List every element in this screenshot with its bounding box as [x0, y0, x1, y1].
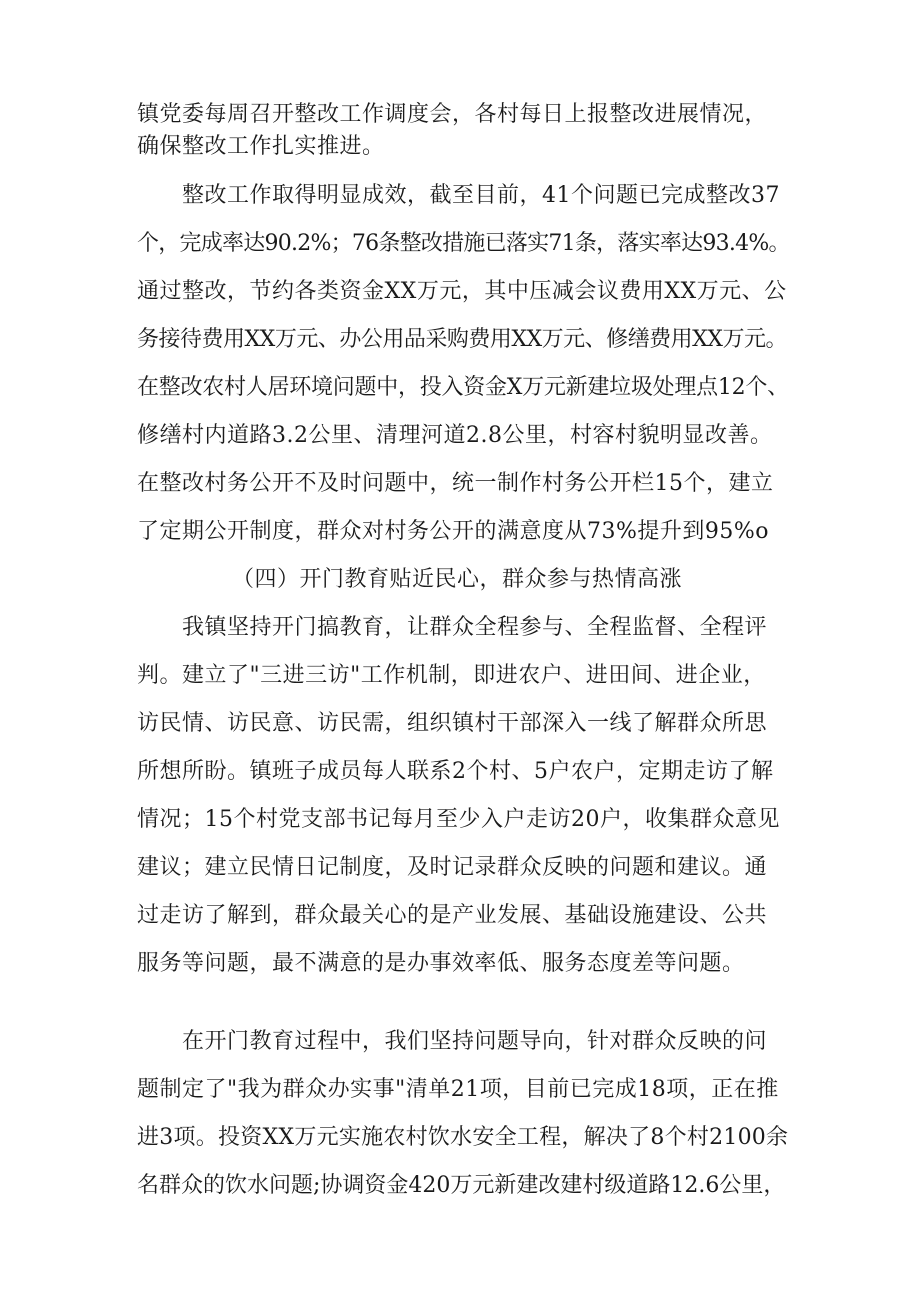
- text-line: 整改工作取得明显成效，截至目前，41个问题已完成整改37: [182, 183, 780, 208]
- text-line: 题制定了"我为群众办实事"清单21项，目前已完成18项，正在推: [137, 1077, 779, 1102]
- text-line: 访民情、访民意、访民需，组织镇村干部深入一线了解群众所思: [137, 711, 768, 736]
- text-line: 进3项。投资XX万元实施农村饮水安全工程，解决了8个村2100余: [137, 1125, 789, 1150]
- text-line: 务接待费用XX万元、办公用品采购费用XX万元、修缮费用XX万元。: [137, 327, 787, 352]
- text-line: 名群众的饮水问题;协调资金420万元新建改建村级道路12.6公里，: [137, 1173, 786, 1198]
- text-line: 修缮村内道路3.2公里、清理河道2.8公里，村容村貌明显改善。: [137, 423, 773, 448]
- text-line: 所想所盼。镇班子成员每人联系2个村、5户农户，定期走访了解: [137, 759, 774, 784]
- text-line: 我镇坚持开门搞教育，让群众全程参与、全程监督、全程评: [182, 615, 768, 640]
- text-line: 在整改农村人居环境问题中，投入资金X万元新建垃圾处理点12个、: [137, 375, 789, 400]
- text-line: 了定期公开制度，群众对村务公开的满意度从73%提升到95%o: [137, 519, 770, 544]
- text-line: 确保整改工作扎实推进。: [137, 134, 385, 159]
- text-line: 情况；15个村党支部书记每月至少入户走访20户，收集群众意见: [137, 807, 780, 832]
- text-line: 过走访了解到，群众最关心的是产业发展、基础设施建设、公共: [137, 903, 768, 928]
- text-line: 镇党委每周召开整改工作调度会，各村每日上报整改进展情况，: [137, 102, 768, 127]
- text-line: 通过整改，节约各类资金XX万元，其中压减会议费用XX万元、公: [137, 279, 787, 304]
- section-heading: （四）开门教育贴近民心，群众参与热情高涨: [232, 567, 683, 592]
- text-line: 在整改村务公开不及时问题中，统一制作村务公开栏15个，建立: [137, 471, 774, 496]
- text-line: 建议；建立民情日记制度，及时记录群众反映的问题和建议。通: [137, 855, 768, 880]
- text-line: 在开门教育过程中，我们坚持问题导向，针对群众反映的问: [182, 1029, 768, 1054]
- text-line: 服务等问题，最不满意的是办事效率低、服务态度差等问题。: [137, 951, 745, 976]
- text-line: 个，完成率达90.2%；76条整改措施已落实71条，落实率达93.4%。: [137, 231, 790, 256]
- text-line: 判。建立了"三进三访"工作机制，即进农户、进田间、进企业，: [137, 663, 766, 688]
